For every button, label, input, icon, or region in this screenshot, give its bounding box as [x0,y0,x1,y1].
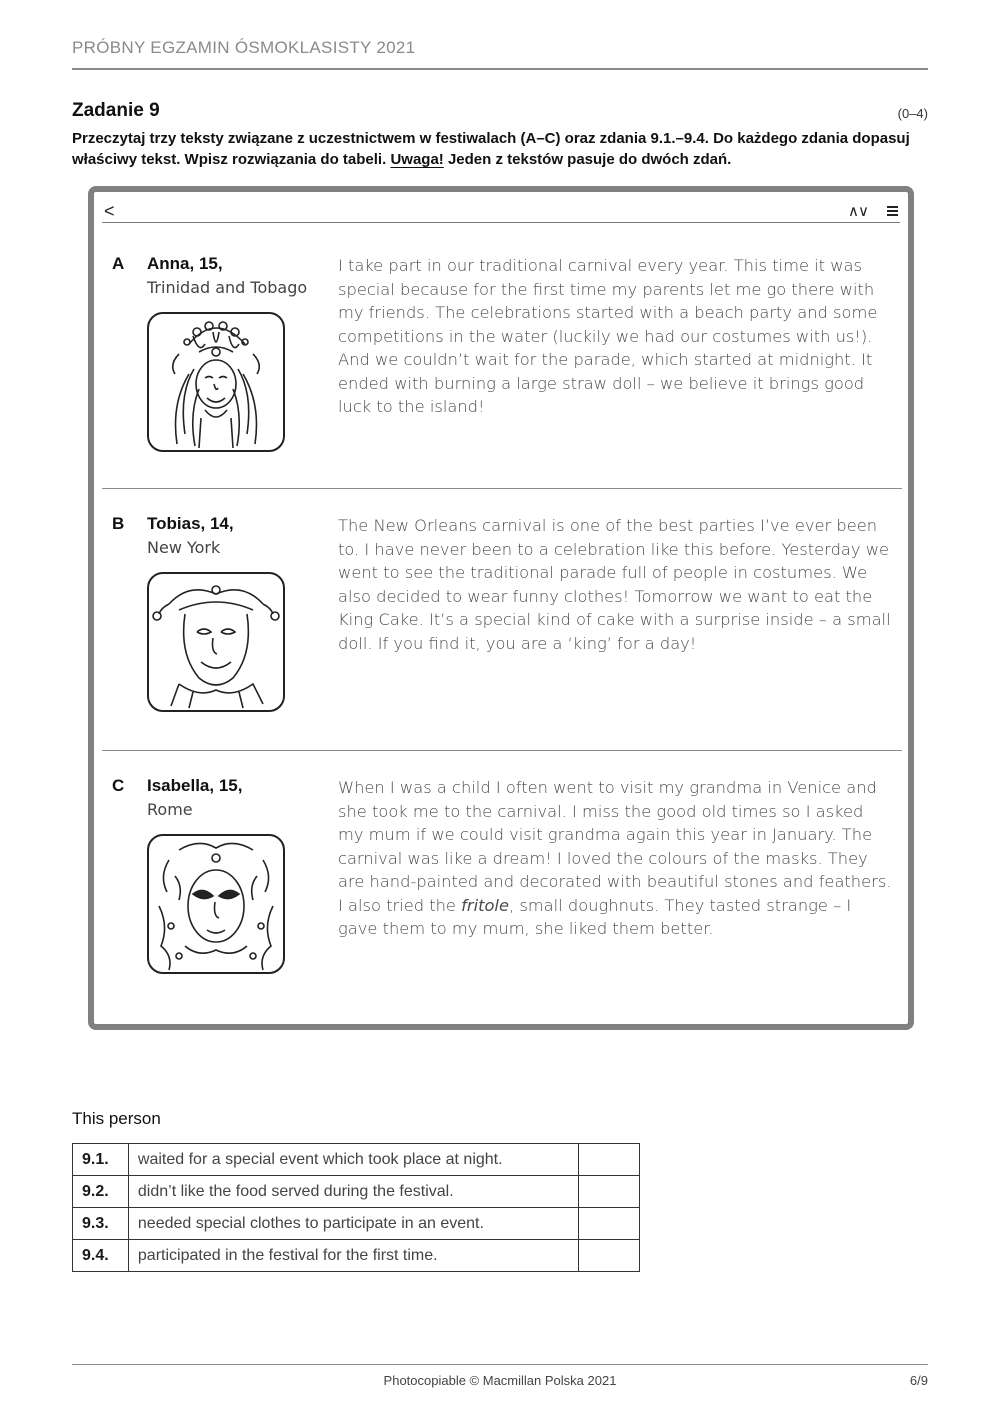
chevron-left-icon[interactable]: < [104,201,115,221]
entry-divider [102,750,902,751]
entry-divider [102,488,902,489]
entry-place: Rome [147,800,193,819]
instruction-text: Przeczytaj trzy teksty związane z uczestnictwem w festiwalach (A–C) oraz zdania 9.1.–9.4. Do każdego zdania dopasuj właściwy tekst. Wpisz rozwiązania do tabeli. [72,130,910,168]
carnival-headdress-girl-illustration [147,312,285,452]
entry-text: I take part in our traditional carnival every year. This time it was special because for the first time my parents let me go there with my friends. The celebrations started with a beach party and some competitions in the water (luckily we had our costumes with us!). And we couldn’t wait for the parade, which started at midnight. It ended with burning a large straw doll – we believe it brings good luck to the island! [338,256,878,416]
up-down-arrows-icon[interactable]: ∧∨ [848,203,868,220]
hamburger-menu-icon[interactable] [887,206,898,216]
footer-copyright: Photocopiable © Macmillan Polska 2021 [383,1373,617,1388]
answer-cell[interactable] [579,1240,640,1272]
reader-toolbar [102,200,900,223]
entry-letter: A [112,254,125,273]
question-sentence: participated in the festival for the first time. [128,1240,578,1272]
question-number: 9.3. [73,1208,129,1240]
task-title: Zadanie 9 [72,100,160,121]
entry-place: New York [147,538,221,557]
footer-divider [72,1364,928,1365]
questions-heading: This person [72,1109,161,1128]
question-sentence: needed special clothes to participate in an event. [128,1208,578,1240]
entry-text-part: When I was a child I often went to visit my grandma in Venice and she took me to the carnival. I miss the good old times so I asked my mum if we could visit grandma again this year in January. The carnival was like a dream! I loved the colours of the masks. They are hand-painted and decorated with beautiful stones and feathers. I also tried the [338,778,892,915]
instruction-note: Jeden z tekstów pasuje do dwóch zdań. [447,151,732,168]
venetian-mask-illustration [147,834,285,974]
entry-letter: B [112,514,125,533]
entry-name: Anna, 15, [147,254,223,273]
question-number: 9.2. [73,1176,129,1208]
task-instructions [72,128,930,170]
answer-cell[interactable] [579,1176,640,1208]
entry-name: Tobias, 14, [147,514,234,533]
entry-name: Isabella, 15, [147,776,243,795]
question-number: 9.1. [73,1144,129,1176]
question-sentence: waited for a special event which took place at night. [128,1144,578,1176]
table-row [73,1176,640,1208]
table-row [73,1208,640,1240]
exam-header-title: PRÓBNY EGZAMIN ÓSMOKLASISTY 2021 [72,38,416,57]
entry-text-italic: fritole [461,895,509,915]
table-row [73,1240,640,1272]
entry-text-part: , small doughnuts. They tasted strange – I gave them to my mum, she liked them better. [338,895,852,938]
question-number: 9.4. [73,1240,129,1272]
page-number: 6/9 [909,1373,928,1388]
instruction-uwaga: Uwaga! [390,151,444,168]
answer-cell[interactable] [579,1144,640,1176]
jester-mask-illustration [147,572,285,712]
entry-place: Trinidad and Tobago [147,278,308,297]
answer-cell[interactable] [579,1208,640,1240]
task-points: (0–4) [897,106,928,121]
entry-text: The New Orleans carnival is one of the best parties I’ve ever been to. I have never been to a celebration like this before. Yesterday we went to see the traditional parade full of people in costumes. We also decided to wear funny clothes! Tomorrow we want to eat the King Cake. It’s a special kind of cake with a surprise inside – a small doll. If you find it, you are a ‘king’ for a day! [338,516,891,653]
answer-table [72,1143,640,1272]
entry-letter: C [112,776,125,795]
question-sentence: didn’t like the food served during the festival. [128,1176,578,1208]
entry-text [338,776,893,941]
reader-frame [88,186,914,1030]
header-divider [72,68,928,70]
table-row [73,1144,640,1176]
